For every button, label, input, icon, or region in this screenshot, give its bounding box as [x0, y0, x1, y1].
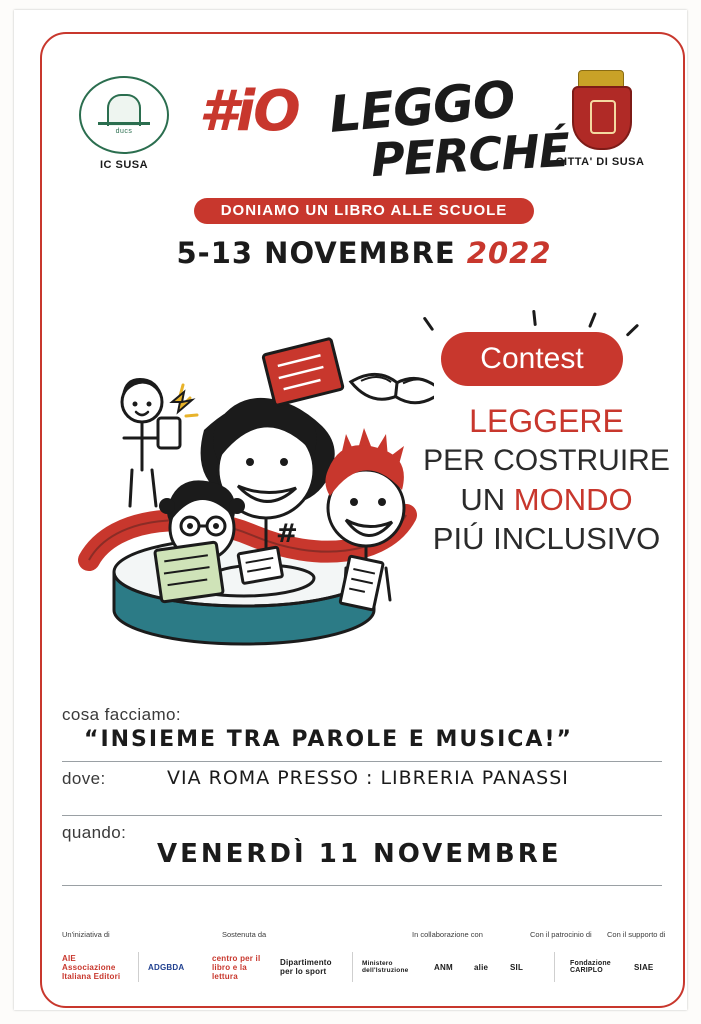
field-value-cosa: “INSIEME TRA PAROLE E MUSICA!”: [84, 727, 573, 752]
sponsor-logo-dipartimento-sport: Dipartimento per lo sport: [280, 958, 332, 976]
campaign-dates: [54, 236, 674, 270]
field-rule: [62, 885, 662, 886]
field-label-dove: dove:: [62, 769, 106, 788]
contest-line-3-pre: UN: [460, 482, 514, 517]
sponsor-caption-2: In collaborazione con: [412, 930, 483, 939]
poster-sheet: [14, 10, 687, 1010]
sponsor-logo-alie: alie: [474, 962, 489, 972]
field-label-quando: quando:: [62, 823, 127, 842]
field-label-cosa: cosa facciamo:: [62, 705, 181, 724]
contest-line-2: PER COSTRUIRE: [423, 444, 670, 477]
poster-header: [54, 58, 674, 278]
sponsor-logo-cepell: centro per il libro e la lettura: [212, 953, 261, 981]
sponsor-logo-sil: SIL: [510, 962, 524, 972]
sponsor-logos: [62, 948, 666, 992]
campaign-tagline: DONIAMO UN LIBRO ALLE SCUOLE: [194, 198, 534, 224]
field-quando: [62, 823, 662, 887]
sponsor-caption-4: Con il supporto di: [607, 930, 666, 939]
school-seal-icon: [79, 76, 169, 154]
sponsor-caption-0: Un'iniziativa di: [62, 930, 110, 939]
children-illustration: [54, 310, 434, 670]
field-cosa-facciamo: [62, 705, 662, 763]
contest-slogan: [419, 402, 674, 558]
school-name: IC SUSA: [99, 159, 149, 171]
contest-line-1: LEGGERE: [469, 403, 624, 439]
contest-line-3: [419, 480, 674, 519]
sponsor-logo-aie: AIE Associazione Italiana Editori: [62, 953, 121, 981]
field-value-quando: VENERDÌ 11 NOVEMBRE: [157, 839, 562, 869]
contest-badge: [441, 332, 623, 386]
sponsor-caption-1: Sostenuta da: [222, 930, 267, 939]
field-value-dove: VIA ROMA PRESSO : LIBRERIA PANASSI: [167, 767, 569, 789]
contest-line-3-accent: MONDO: [513, 482, 633, 517]
logotype-perche: PERCHÉ: [369, 122, 571, 188]
sponsor-logo-adgbda: ADGBDA: [148, 962, 185, 972]
logotype-hash-io: #iO: [199, 79, 299, 144]
sponsor-divider: [138, 952, 139, 982]
school-seal-text: ducs: [115, 128, 133, 135]
sponsor-logo-ministero-istruzione: Ministero dell'Istruzione: [362, 960, 409, 974]
field-rule: [62, 761, 662, 762]
field-dove: [62, 769, 662, 817]
sponsor-logo-siae: SIAE: [634, 962, 654, 972]
city-crest-icon: [566, 68, 634, 152]
sponsor-logo-anm: ANM: [434, 962, 453, 972]
campaign-logotype: [199, 70, 571, 206]
dates-year: 2022: [466, 236, 552, 270]
city-name: CITTA' DI SUSA: [555, 156, 645, 168]
contest-badge-label: Contest: [480, 342, 584, 375]
sponsor-divider: [554, 952, 555, 982]
sponsor-logo-cariplo: Fondazione CARIPLO: [570, 960, 611, 974]
school-logo: [76, 76, 172, 171]
field-rule: [62, 815, 662, 816]
dates-range: 5-13 NOVEMBRE: [176, 236, 456, 270]
sponsor-caption-3: Con il patrocinio di: [530, 930, 592, 939]
sponsor-bar: [62, 930, 666, 994]
logotype-leggo: LEGGO: [326, 70, 517, 144]
contest-block: [419, 332, 674, 558]
sponsor-divider: [352, 952, 353, 982]
svg-text:#: #: [276, 519, 298, 549]
handwritten-fields: [62, 705, 662, 893]
sponsor-captions: [62, 930, 666, 942]
contest-line-4: PIÚ INCLUSIVO: [432, 521, 661, 556]
